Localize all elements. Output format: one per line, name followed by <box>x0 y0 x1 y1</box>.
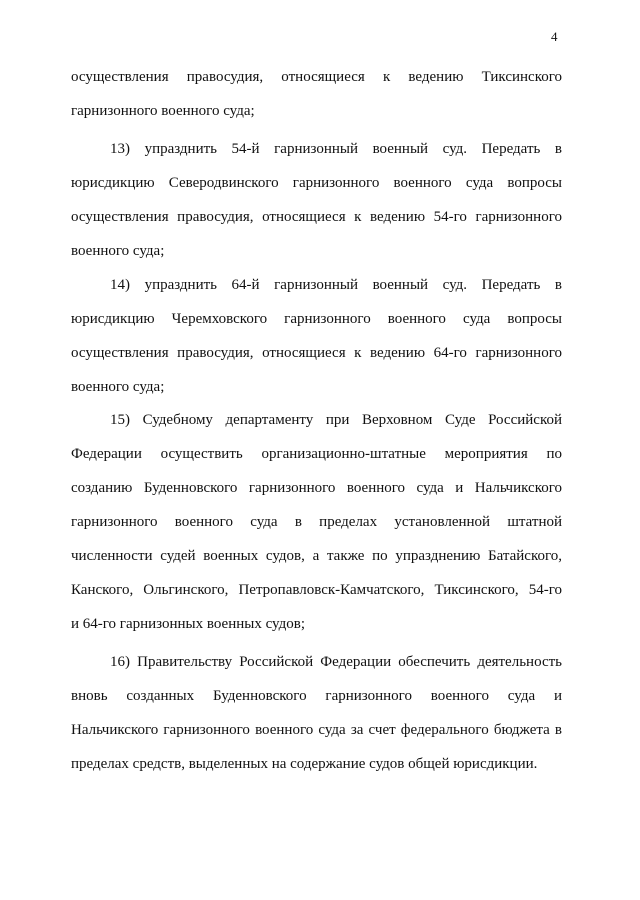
text-line: гарнизонного военного суда; <box>71 103 255 119</box>
text-line: Федерации осуществить организационно-штатные мероприятия по <box>71 446 562 462</box>
text-line: осуществления правосудия, относящиеся к ведению 64-го гарнизонного <box>71 345 562 361</box>
page-number: 4 <box>551 29 558 44</box>
text-line: 16) Правительству Российской Федерации обеспечить деятельность <box>110 654 562 670</box>
text-line: 14) упразднить 64-й гарнизонный военный суд. Передать в <box>110 277 562 293</box>
text-line: пределах средств, выделенных на содержание судов общей юрисдикции. <box>71 756 538 772</box>
text-line: созданию Буденновского гарнизонного военного суда и Нальчикского <box>71 480 562 496</box>
text-line: 15) Судебному департаменту при Верховном Суде Российской <box>110 412 562 428</box>
paragraph-16 <box>71 645 562 781</box>
text-line: военного суда; <box>71 243 165 259</box>
text-line: вновь созданных Буденновского гарнизонного военного суда и <box>71 688 562 704</box>
text-line: осуществления правосудия, относящиеся к ведению 54-го гарнизонного <box>71 209 562 225</box>
text-line: 13) упразднить 54-й гарнизонный военный суд. Передать в <box>110 141 562 157</box>
paragraph-14 <box>71 268 562 404</box>
paragraph-12-continuation <box>71 60 562 128</box>
text-line: численности судей военных судов, а также по упразднению Батайского, <box>71 548 562 564</box>
text-line: осуществления правосудия, относящиеся к ведению Тиксинского <box>71 69 562 85</box>
text-line: военного суда; <box>71 379 165 395</box>
text-line: и 64-го гарнизонных военных судов; <box>71 616 305 632</box>
text-line: Канского, Ольгинского, Петропавловск-Камчатского, Тиксинского, 54-го <box>71 582 562 598</box>
text-line: гарнизонного военного суда в пределах установленной штатной <box>71 514 562 530</box>
paragraph-13 <box>71 132 562 268</box>
text-line: Нальчикского гарнизонного военного суда за счет федерального бюджета в <box>71 722 562 738</box>
paragraph-15 <box>71 403 562 641</box>
text-line: юрисдикцию Северодвинского гарнизонного военного суда вопросы <box>71 175 562 191</box>
text-line: юрисдикцию Черемховского гарнизонного военного суда вопросы <box>71 311 562 327</box>
